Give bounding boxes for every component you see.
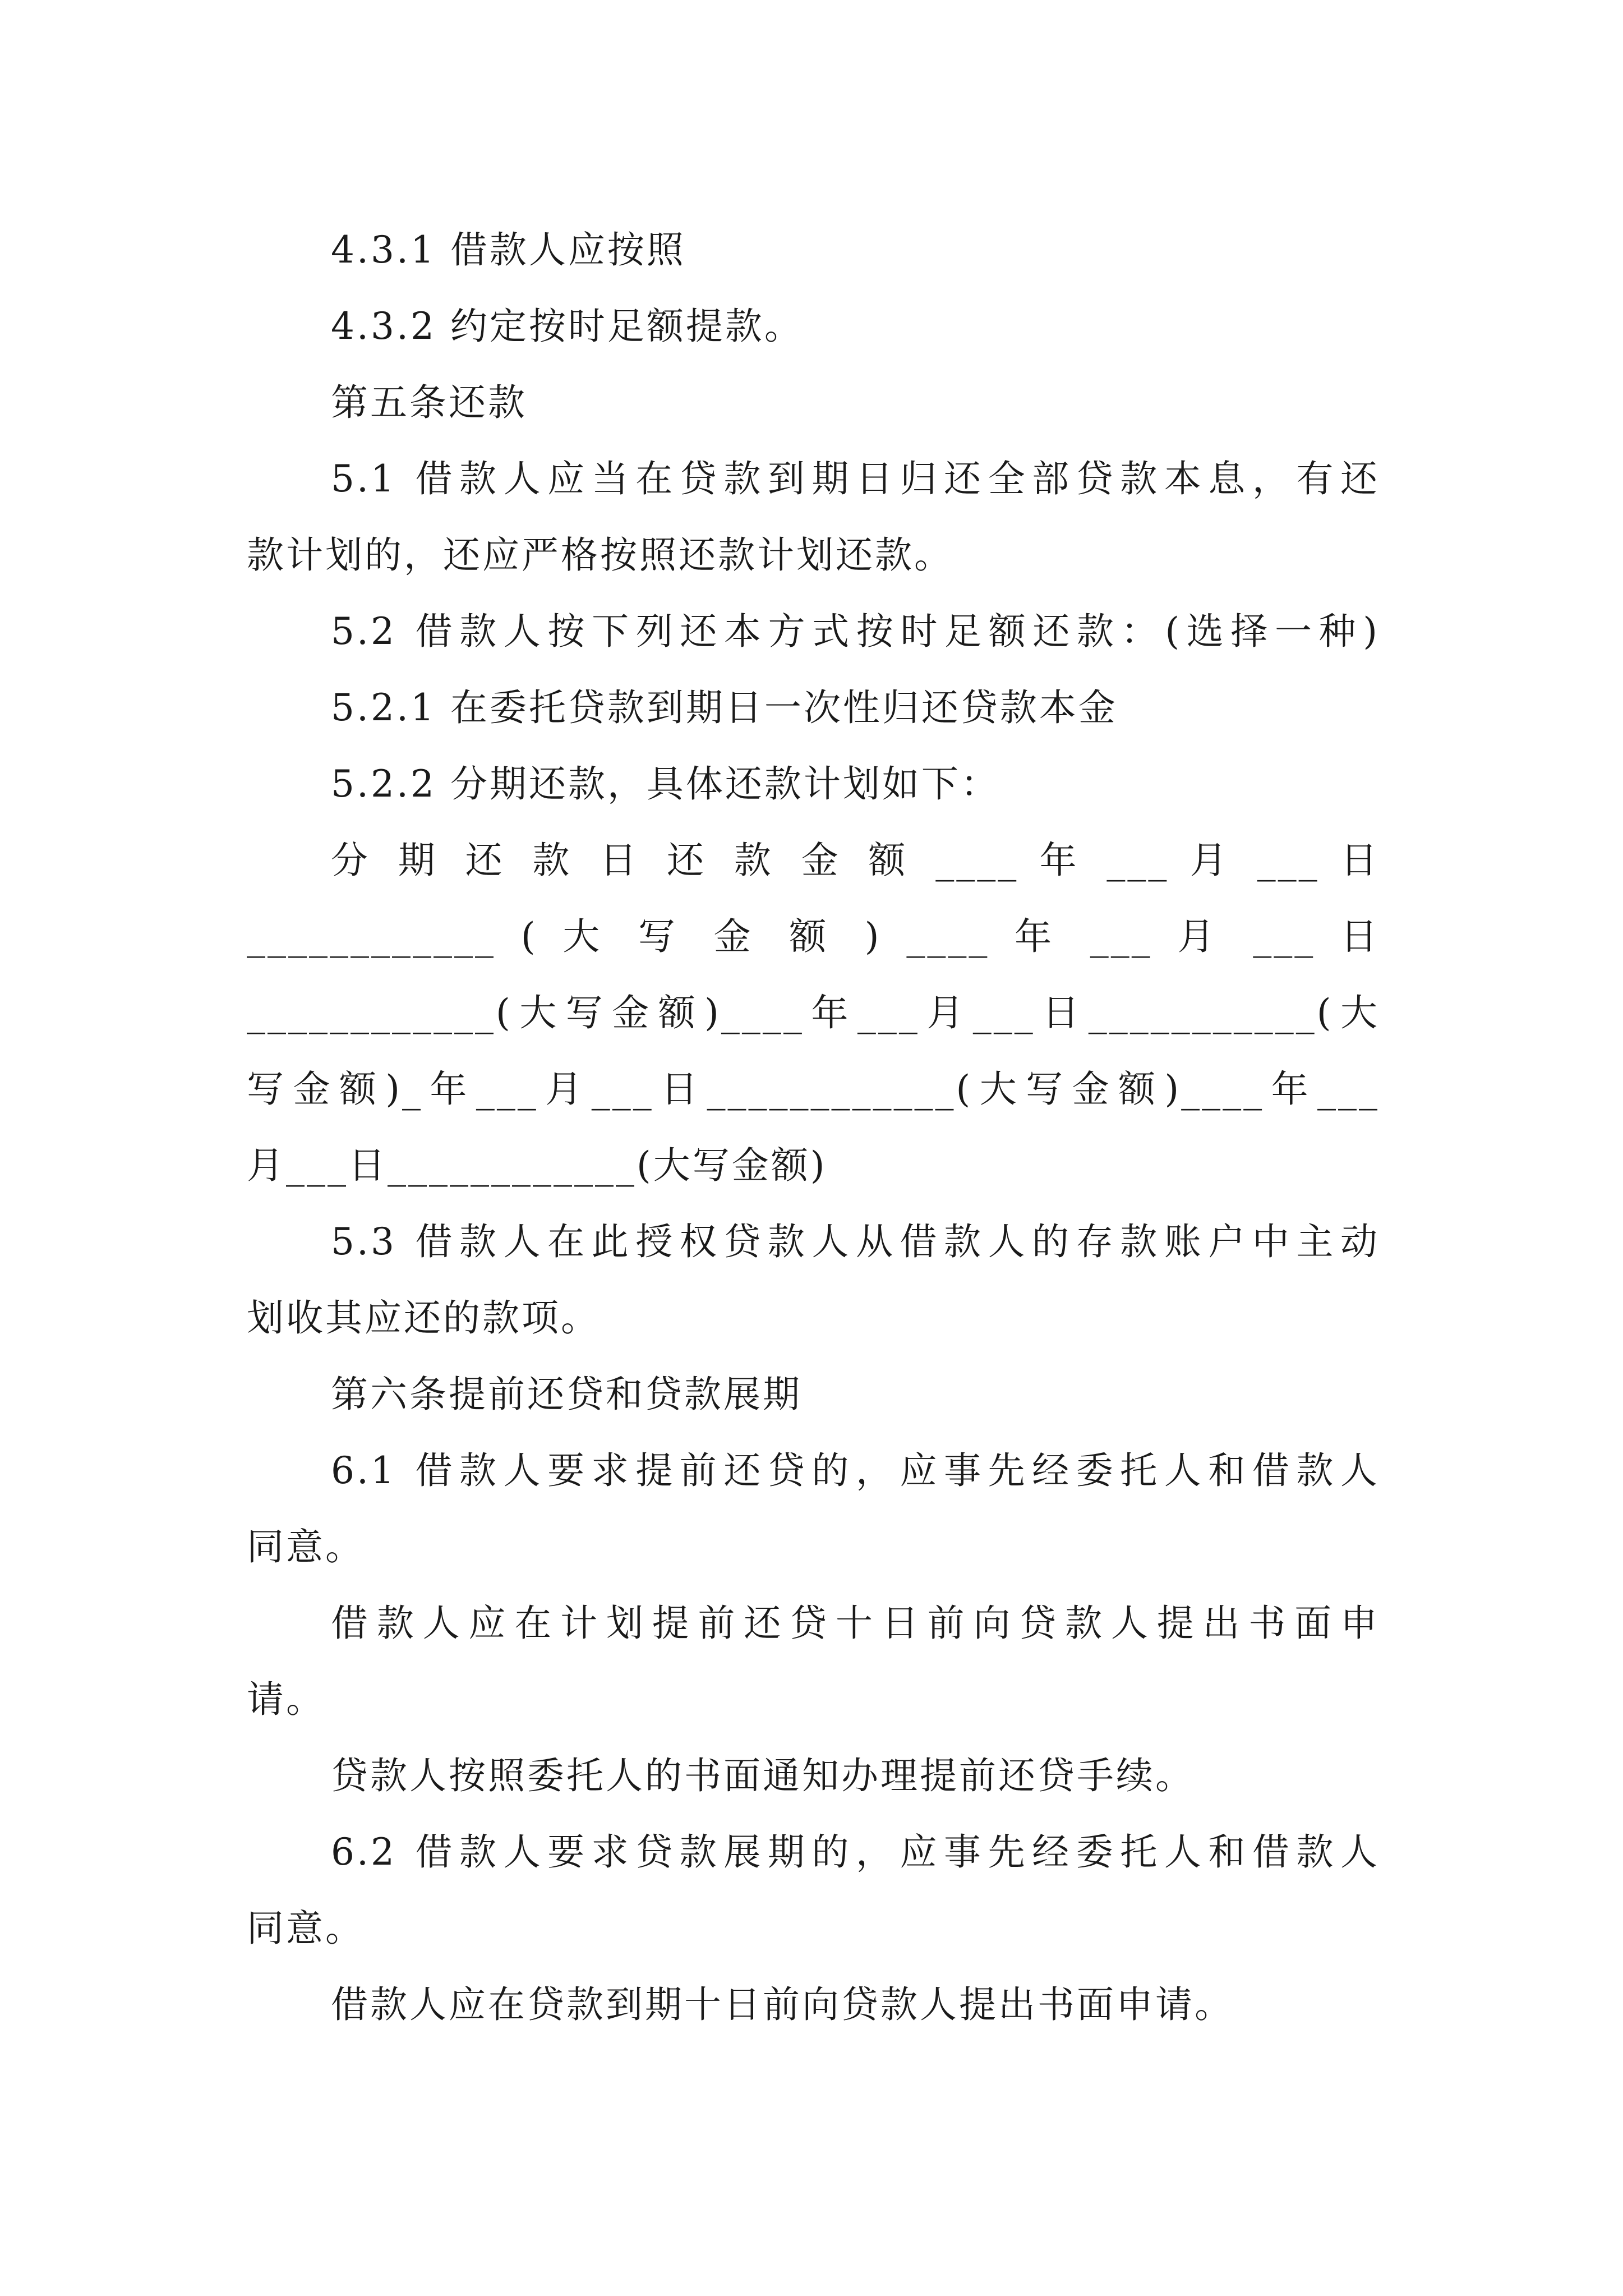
line-4-3-1: 4.3.1 借款人应按照	[331, 228, 686, 272]
clause-5-3-line-1: 5.3 借款人在此授权贷款人从借款人的存款账户中主动	[331, 1220, 1380, 1263]
clause-5-2-2: 5.2.2 分期还款，具体还款计划如下：	[331, 762, 1000, 806]
line-4-3-2: 4.3.2 约定按时足额提款。	[331, 305, 804, 348]
article-5-heading: 第五条还款	[331, 381, 527, 424]
prepayment-procedure: 贷款人按照委托人的书面通知办理提前还贷手续。	[331, 1754, 1195, 1797]
schedule-line-5: 月___日____________(大写金额)	[247, 1144, 827, 1187]
clause-5-3-line-2: 划收其应还的款项。	[247, 1296, 600, 1340]
schedule-line-2: ____________ ( 大 写 金 额 ) ____ 年 ___ 月 ___ 日	[247, 915, 1380, 958]
article-6-heading: 第六条提前还贷和贷款展期	[331, 1373, 802, 1416]
extension-application: 借款人应在贷款到期十日前向贷款人提出书面申请。	[331, 1983, 1234, 2026]
clause-6-1-line-1: 6.1 借款人要求提前还贷的，应事先经委托人和借款人	[331, 1449, 1380, 1492]
document-body	[247, 212, 1380, 2043]
clause-5-1-line-2: 款计划的，还应严格按照还款计划还款。	[247, 533, 953, 577]
prepayment-application-line-1: 借款人应在计划提前还贷十日前向贷款人提出书面申	[331, 1602, 1380, 1645]
clause-5-2-1: 5.2.1 在委托贷款到期日一次性归还贷款本金	[331, 686, 1118, 729]
schedule-line-1: 分 期 还 款 日 还 款 金 额 ____ 年 ___ 月 ___ 日	[331, 839, 1380, 882]
schedule-line-3: ____________(大写金额)____年___月___日___________(大	[247, 991, 1380, 1034]
clause-6-2-line-2: 同意。	[247, 1907, 365, 1950]
clause-5-1-line-1: 5.1 借款人应当在贷款到期日归还全部贷款本息，有还	[331, 457, 1380, 500]
schedule-line-4: 写金额)_年___月___日____________(大写金额)____年___	[247, 1068, 1380, 1111]
clause-6-1-line-2: 同意。	[247, 1525, 365, 1568]
clause-5-2: 5.2 借款人按下列还本方式按时足额还款：(选择一种)	[331, 610, 1380, 653]
clause-6-2-line-1: 6.2 借款人要求贷款展期的，应事先经委托人和借款人	[331, 1830, 1380, 1874]
prepayment-application-line-2: 请。	[247, 1678, 325, 1721]
